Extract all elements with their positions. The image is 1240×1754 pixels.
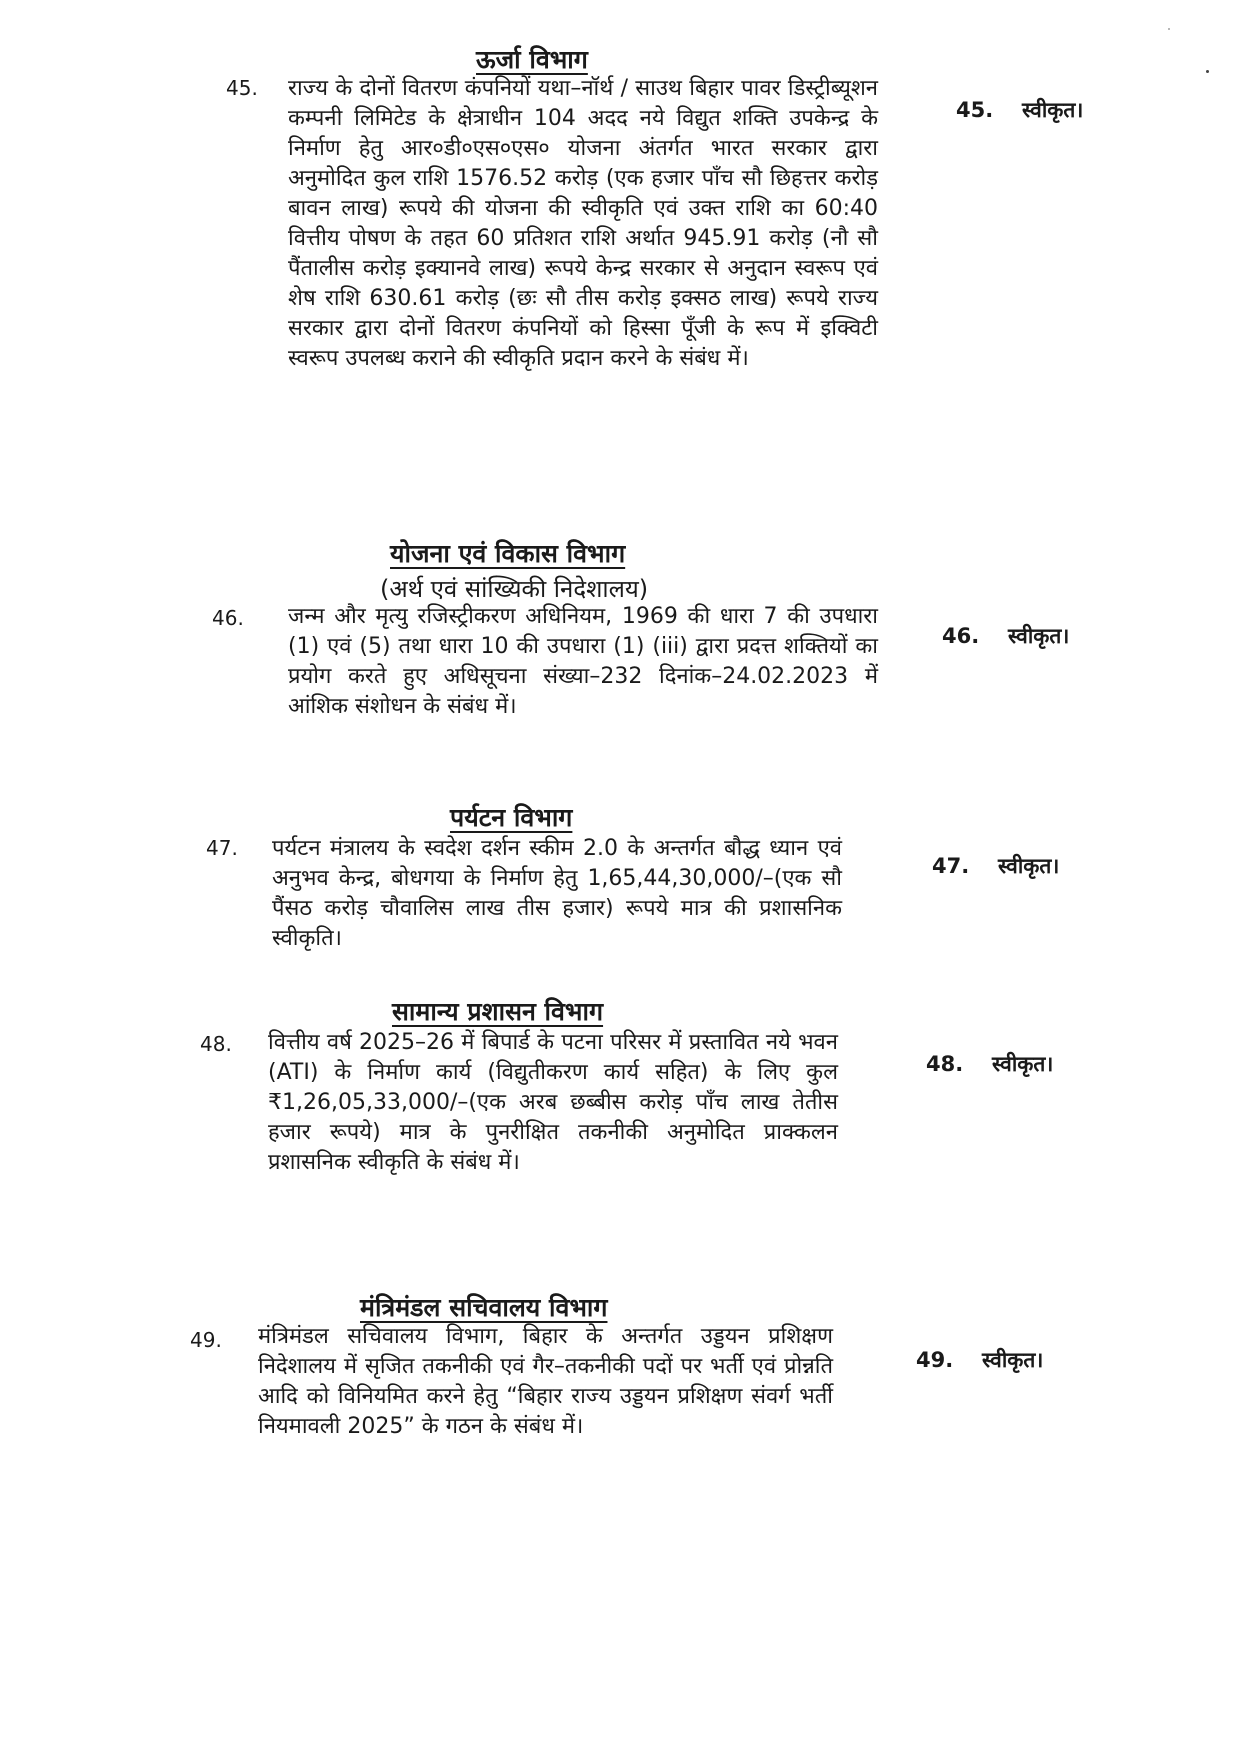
item-number-48: 48.: [200, 1032, 232, 1056]
scan-speck: [1206, 70, 1209, 73]
item-number-46: 46.: [212, 606, 244, 630]
item-text-48: वित्तीय वर्ष 2025–26 में बिपार्ड के पटना परिसर में प्रस्तावित नये भवन (ATI) के निर्माण कार्य (विद्युतीकरण कार्य सहित) के लिए कुल ₹1,26,05,33,000/–(एक अरब छब्बीस करोड़ पाँच लाख तेतीस हजार रूपये) मात्र के पुनरीक्षित तकनीकी अनुमोदित प्राक्कलन प्रशासनिक स्वीकृति के संबंध में।: [268, 1030, 838, 1175]
decision-47: [932, 852, 1059, 880]
section-subheading-planning: (अर्थ एवं सांख्यिकी निदेशालय): [380, 575, 649, 603]
decision-status-47: स्वीकृत।: [998, 854, 1060, 878]
item-number-49: 49.: [190, 1328, 222, 1352]
decision-number-45: 45.: [956, 98, 994, 122]
item-text-45: राज्य के दोनों वितरण कंपनियों यथा–नॉर्थ / साउथ बिहार पावर डिस्ट्रीब्यूशन कम्पनी लिमिटेड के क्षेत्राधीन 104 अदद नये विद्युत शक्ति उपकेन्द्र के निर्माण हेतु आर०डी०एस०एस० योजना अंतर्गत भारत सरकार द्वारा अनुमोदित कुल राशि 1576.52 करोड़ (एक हजार पाँच सौ छिहत्तर करोड़ बावन लाख) रूपये की योजना की स्वीकृति एवं उक्त राशि का 60:40 वित्तीय पोषण के तहत 60 प्रतिशत राशि अर्थात 945.91 करोड़ (नौ सौ पैंतालीस करोड़ इक्यानवे लाख) रूपये केन्द्र सरकार से अनुदान स्वरूप एवं शेष राशि 630.61 करोड़ (छः सौ तीस करोड़ इक्सठ लाख) रूपये राज्य सरकार द्वारा दोनों वितरण कंपनियों को हिस्सा पूँजी के रूप में इक्विटी स्वरूप उपलब्ध कराने की स्वीकृति प्रदान करने के संबंध में।: [288, 76, 878, 371]
decision-number-49: 49.: [916, 1348, 954, 1372]
item-text-49: मंत्रिमंडल सचिवालय विभाग, बिहार के अन्तर्गत उड्डयन प्रशिक्षण निदेशालय में सृजित तकनीकी एवं गैर–तकनीकी पदों पर भर्ती एवं प्रोन्नति आदि को विनियमित करने हेतु “बिहार राज्य उड्डयन प्रशिक्षण संवर्ग भर्ती नियमावली 2025” के गठन के संबंध में।: [258, 1324, 833, 1439]
decision-48: [926, 1050, 1053, 1078]
item-text-46: जन्म और मृत्यु रजिस्ट्रीकरण अधिनियम, 1969 की धारा 7 की उपधारा (1) एवं (5) तथा धारा 10 की उपधारा (1) (iii) द्वारा प्रदत्त शक्तियों का प्रयोग करते हुए अधिसूचना संख्या–232 दिनांक–24.02.2023 में आंशिक संशोधन के संबंध में।: [288, 604, 878, 719]
section-heading-energy: ऊर्जा विभाग: [476, 45, 588, 74]
decision-status-49: स्वीकृत।: [982, 1348, 1044, 1372]
item-number-45: 45.: [226, 76, 258, 100]
item-text-47: पर्यटन मंत्रालय के स्वदेश दर्शन स्कीम 2.0 के अन्तर्गत बौद्ध ध्यान एवं अनुभव केन्द्र, बोधगया के निर्माण हेतु 1,65,44,30,000/–(एक सौ पैंसठ करोड़ चौवालिस लाख तीस हजार) रूपये मात्र की प्रशासनिक स्वीकृति।: [272, 836, 842, 951]
decision-46: [942, 622, 1069, 650]
decision-49: [916, 1346, 1043, 1374]
decision-status-45: स्वीकृत।: [1022, 98, 1084, 122]
decision-status-46: स्वीकृत।: [1008, 624, 1070, 648]
section-heading-cabinet-secretariat: मंत्रिमंडल सचिवालय विभाग: [360, 1293, 608, 1322]
section-heading-tourism: पर्यटन विभाग: [450, 803, 573, 832]
decision-status-48: स्वीकृत।: [992, 1052, 1054, 1076]
decision-45: [956, 96, 1083, 124]
decision-number-47: 47.: [932, 854, 970, 878]
decision-number-48: 48.: [926, 1052, 964, 1076]
item-number-47: 47.: [206, 836, 238, 860]
section-heading-planning: योजना एवं विकास विभाग: [390, 539, 626, 568]
decision-number-46: 46.: [942, 624, 980, 648]
section-heading-general-admin: सामान्य प्रशासन विभाग: [392, 997, 604, 1026]
scan-speck: [1168, 28, 1170, 30]
